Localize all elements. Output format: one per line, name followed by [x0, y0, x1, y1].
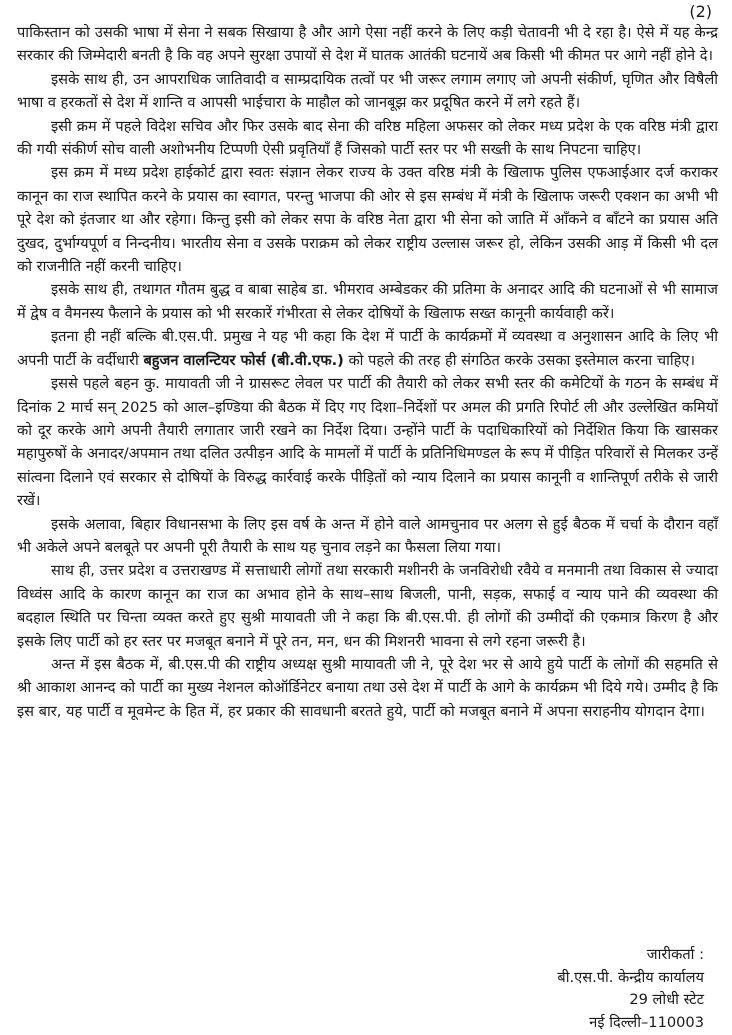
body-text [17, 21, 718, 723]
paragraph-4: इस क्रम में मध्य प्रदेश हाईकोर्ट द्वारा स्वतः संज्ञान लेकर राज्य के उक्त वरिष्ठ मंत्री के खिलाफ पुलिस एफआईआर दर्ज कराकर कानून का राज स्थापित करने के प्रयास का स्वागत, परन्तु भाजपा की ओर से इस सम्बंध में मंत्री के खिलाफ जरूरी एक्शन का अभी भी पूरे देश को इंतजार था और रहेगा। किन्तु इसी को लेकर सपा के वरिष्ठ नेता द्वारा भी सेना को जाति में आँकने व बाँटने का प्रयास अति दुखद, दुर्भाग्यपूर्ण व निन्दनीय। भारतीय सेना व उसके पराक्रम को लेकर राष्ट्रीय उल्लास जरूर हो, लेकिन उसकी आड़ में किसी भी दल को राजनीति नहीं करनी चाहिए। [17, 164, 718, 276]
issuer-block [557, 944, 704, 1034]
issuer-city: नई दिल्ली–110003 [589, 1013, 704, 1031]
issuer-label: जारीकर्ता : [646, 946, 704, 963]
page-number: (2) [689, 2, 712, 21]
paragraph-8: इसके अलावा, बिहार विधानसभा के लिए इस वर्ष के अन्त में होने वाले आमचुनाव पर अलग से हुई बैठक में चर्चा के दौरान वहाँ भी अकेले अपने बलबूते पर अपनी पूरी तैयारी के साथ यह चुनाव लड़ने का फैसला लिया गया। [17, 515, 718, 556]
paragraph-3: इसी क्रम में पहले विदेश सचिव और फिर उसके बाद सेना की वरिष्ठ महिला अफसर को लेकर मध्य प्रदेश के एक वरिष्ठ मंत्री द्वारा की गयी संकीर्ण सोच वाली अशोभनीय टिप्पणी ऐसी प्रवृतियाँ हैं जिसको पार्टी स्तर पर भी सख्ती के साथ निपटना चाहिए। [17, 117, 718, 159]
paragraph-10: अन्त में इस बैठक में, बी.एस.पी की राष्ट्रीय अध्यक्ष सुश्री मायावती जी ने, पूरे देश भर से आये हुये पार्टी के लोगों की सहमति से श्री आकाश आनन्द को पार्टी का मुख्य नेशनल कोऑर्डिनेटर बनाया तथा उसे देश में पार्टी के आगे के कार्यक्रम भी दिये गये। उम्मीद है कि इस बार, यह पार्टी व मूवमेन्ट के हित में, हर प्रकार की सावधानी बरतते हुये, पार्टी को मजबूत बनाने में अपना सराहनीय योगदान देगा। [17, 655, 718, 720]
paragraph-7: इससे पहले बहन कु. मायावती जी ने ग्रासरूट लेवल पर पार्टी की तैयारी को लेकर सभी स्तर की कमेटियों के गठन के सम्बंध में दिनांक 2 मार्च सन् 2025 को आल–इण्डिया की बैठक में दिए गए दिशा–निर्देशों पर अमल की प्रगति रिपोर्ट ली और उल्लेखित कमियों को दूर करके आगे अपनी तैयारी लगातार जारी रखने का निर्देश दिया। उन्होंने पार्टी के पदाधिकारियों को निर्देशित किया कि खासकर महापुरुषों के अनादर/अपमान तथा दलित उत्पीड़न आदि के मामलों में पार्टी के प्रतिनिधिमण्डल के रूप में पीड़ित परिवारों से मिलकर उन्हें सांत्वना दिलाने एवं सरकार से दोषियों के विरुद्ध कार्रवाई करके पीड़ितों को न्याय दिलाने का प्रयास कानूनी व शान्तिपूर्ण तरीके से जारी रखें। [17, 375, 718, 510]
paragraph-5: इसके साथ ही, तथागत गौतम बुद्ध व बाबा साहेब डा. भीमराव अम्बेडकर की प्रतिमा के अनादर आदि की घटनाओं से भी सामाज में द्वेष व वैमनस्य फैलाने के प्रयास को भी सरकारें गंभीरता से लेकर दोषियों के खिलाफ सख्त कानूनी कार्यवाही करें। [17, 281, 718, 322]
issuer-address: 29 लोधी स्टेट [629, 991, 704, 1008]
issuer-office: बी.एस.पी. केन्द्रीय कार्यालय [557, 968, 704, 986]
paragraph-9: साथ ही, उत्तर प्रदेश व उत्तराखण्ड में सत्ताधारी लोगों तथा सरकारी मशीनरी के जनविरोधी रवैये व मनमानी तथा विकास से ज्यादा विध्वंस आदि के कारण कानून का राज का अभाव होने के साथ–साथ बिजली, पानी, सड़क, सफाई व न्याय पाने की व्यवस्था की बदहाल स्थिति पर चिन्ता व्यक्त करते हुए सुश्री मायावती जी ने कहा कि बी.एस.पी. ही लोगों की उम्मीदों की एकमात्र किरण है और इसके लिए पार्टी को हर स्तर पर मजबूत बनाने में पूरे तन, मन, धन की मिशनरी भावना से लगे रहना जरूरी है। [17, 562, 718, 650]
paragraph-6 [17, 325, 718, 372]
paragraph-6-text-end: को पहले की तरह ही संगठित करके उसका इस्तेमाल करना चाहिए। [343, 351, 696, 369]
paragraph-1: पाकिस्तान को उसकी भाषा में सेना ने सबक सिखाया है और आगे ऐसा नहीं करने के लिए कड़ी चेतावनी भी दे रहा है। ऐसे में यह केन्द्र सरकार की जिम्मेदारी बनती है कि वह अपने सुरक्षा उपायों से देश में घातक आतंकी घटनायें अब किसी भी कीमत पर आगे नहीं होने दे। [17, 24, 718, 65]
paragraph-6-text-start: इतना ही नहीं बल्कि बी.एस.पी. प्रमुख ने यह भी कहा कि देश में पार्टी के कार्यक्रमों में व्यवस्था व अनुशासन आदि के लिए भी अपनी पार्टी के वर्दीधारी [17, 328, 718, 369]
bvf-highlight: बहुजन वालन्टियर फोर्स (बी.वी.एफ.) [143, 351, 344, 369]
paragraph-2: इसके साथ ही, उन आपराधिक जातिवादी व साम्प्रदायिक तत्वों पर भी जरूर लगाम लगाए जो अपनी संकीर्ण, घृणित और विषैली भाषा व हरकतों से देश में शान्ति व आपसी भाईचारा के माहौल को जानबूझ कर प्रदूषित करने में लगे रहते हैं। [17, 70, 718, 112]
